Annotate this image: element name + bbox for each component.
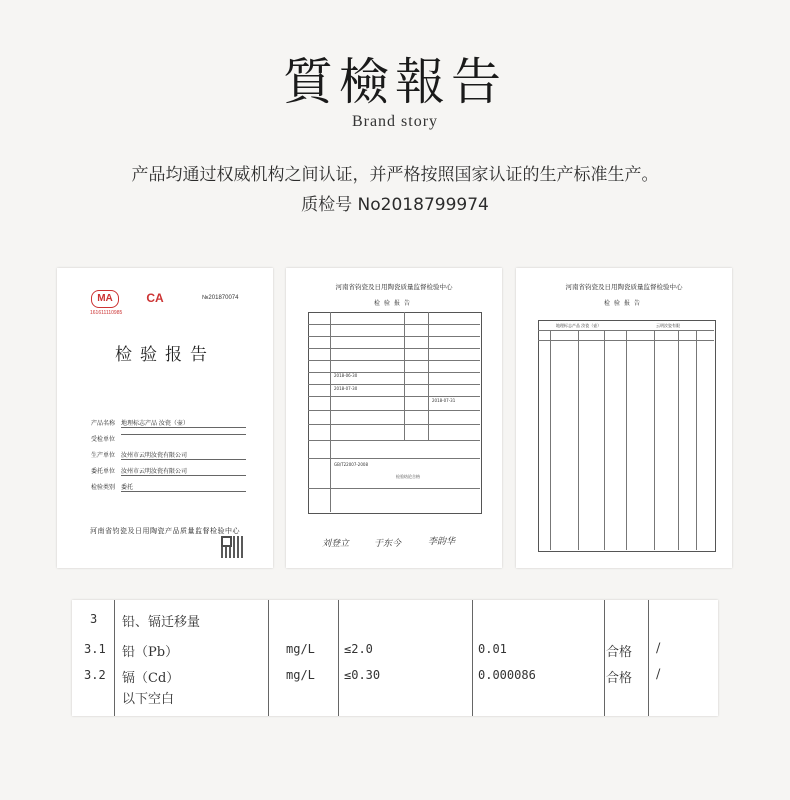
date-produced: 2018-06-30 bbox=[334, 373, 358, 378]
row-item: 镉（Cd） bbox=[122, 671, 180, 686]
row-no: 3 bbox=[90, 612, 98, 626]
row-verdict: 合格 bbox=[606, 645, 633, 660]
cover-organization: 河南省钧瓷及日用陶瓷产品质量监督检验中心 bbox=[90, 527, 240, 535]
row-note: / bbox=[656, 667, 661, 682]
report-results-image bbox=[516, 268, 732, 568]
form-subtitle: 检验报告 bbox=[603, 300, 644, 307]
report-cover-image bbox=[57, 268, 273, 568]
row-item: 铅（Pb） bbox=[122, 645, 179, 660]
form-header: 河南省钧瓷及日用陶瓷质量监督检验中心 bbox=[335, 283, 453, 291]
signature-1: 刘登立 bbox=[322, 539, 350, 549]
cma-logo: MA bbox=[91, 290, 119, 308]
ma-code: 161611110985 bbox=[90, 310, 123, 316]
row-unit: mg/L bbox=[286, 642, 315, 656]
signature-3: 李韵华 bbox=[428, 537, 456, 547]
qr-code-icon bbox=[221, 536, 243, 558]
row-note: / bbox=[656, 641, 661, 656]
row-result: 0.000086 bbox=[478, 668, 536, 682]
form-standard: GB/T22007-2008 bbox=[334, 462, 368, 467]
results-table bbox=[538, 320, 716, 552]
form-header: 河南省钧瓷及日用陶瓷质量监督检验中心 bbox=[565, 283, 683, 291]
form-table bbox=[308, 312, 482, 514]
row-unit: mg/L bbox=[286, 668, 315, 682]
signature-2: 于东今 bbox=[374, 539, 402, 549]
page-subtitle: Brand story bbox=[351, 113, 439, 130]
row-verdict: 合格 bbox=[606, 671, 633, 686]
cover-row-category: 检验类别 委托 bbox=[91, 482, 115, 491]
cover-row-client: 委托单位 汝州市云明汝瓷有限公司 bbox=[91, 466, 115, 475]
page-title: 質檢報告 bbox=[283, 53, 507, 111]
description-text: 产品均通过权威机构之间认证，并严格按照国家认证的生产标准生产。 bbox=[131, 165, 659, 185]
certificate-number: №201870074 bbox=[202, 295, 239, 301]
form-conclusion: 检验结论合格 bbox=[396, 474, 420, 479]
row-no: 3.2 bbox=[84, 668, 106, 682]
form-subtitle: 检验报告 bbox=[373, 300, 414, 307]
row-item: 以下空白 bbox=[122, 692, 175, 707]
qc-number: 质检号 No2018799974 bbox=[301, 195, 489, 215]
cover-row-inspected: 受检单位 bbox=[91, 434, 115, 443]
row-no: 3.1 bbox=[84, 642, 106, 656]
row-limit: ≤0.30 bbox=[344, 668, 381, 682]
date-issued: 2018-07-31 bbox=[432, 398, 456, 403]
cal-logo: CA bbox=[146, 291, 164, 305]
cover-row-producer: 生产单位 汝州市云明汝瓷有限公司 bbox=[91, 450, 115, 459]
results-maker: 云明汝瓷有限 bbox=[656, 323, 680, 328]
results-product: 地理标志产品 汝瓷（壶） bbox=[556, 323, 602, 328]
zoomed-results-table bbox=[72, 600, 718, 716]
date-received: 2018-07-30 bbox=[334, 386, 358, 391]
row-item: 铅、镉迁移量 bbox=[122, 615, 201, 630]
report-form-image bbox=[286, 268, 502, 568]
cover-row-product: 产品名称 地理标志产品 汝瓷（壶） bbox=[91, 418, 115, 427]
cover-title: 检验报告 bbox=[115, 345, 215, 365]
row-limit: ≤2.0 bbox=[344, 642, 373, 656]
row-result: 0.01 bbox=[478, 642, 507, 656]
